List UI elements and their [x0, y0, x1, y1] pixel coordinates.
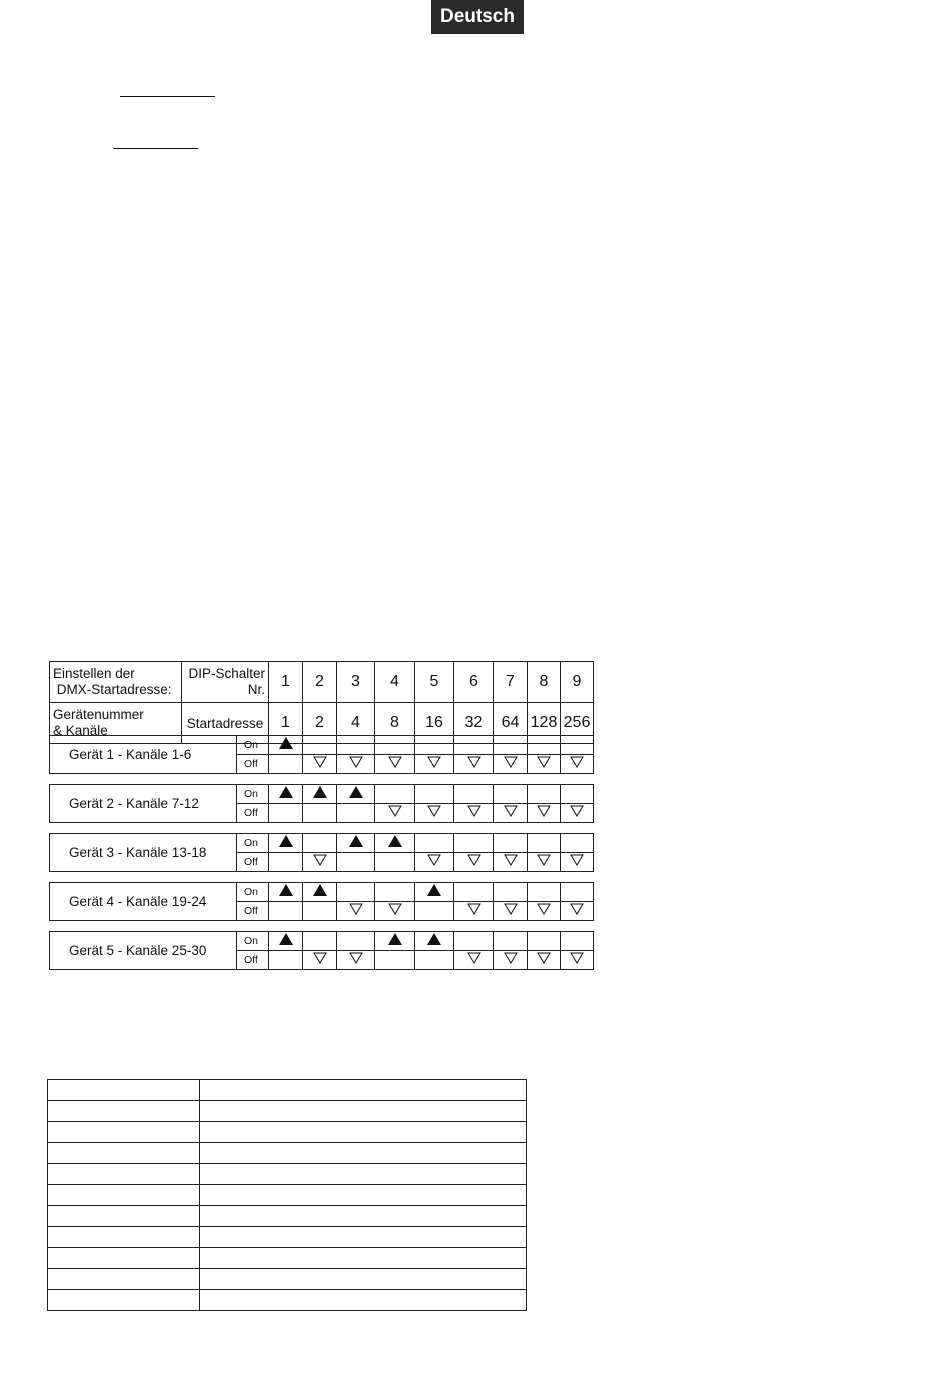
switch-on-cell	[303, 834, 337, 853]
switch-number: 4	[375, 662, 415, 703]
off-arrow-icon	[313, 854, 327, 866]
switch-on-cell	[375, 932, 415, 951]
switch-on-cell	[303, 785, 337, 804]
off-arrow-icon	[537, 756, 551, 768]
switch-off-cell	[494, 902, 528, 921]
table-cell	[48, 1206, 200, 1227]
table-cell	[48, 1269, 200, 1290]
switch-on-cell	[269, 834, 303, 853]
off-arrow-icon	[504, 952, 518, 964]
on-row	[50, 834, 594, 853]
off-label: Off	[237, 853, 269, 872]
table-row	[48, 1227, 527, 1248]
switch-on-cell	[561, 883, 594, 902]
device-block	[49, 882, 594, 921]
table-cell	[200, 1122, 527, 1143]
switch-off-cell	[454, 951, 494, 970]
table-cell	[200, 1101, 527, 1122]
on-arrow-icon	[279, 933, 293, 945]
switch-off-cell	[269, 755, 303, 774]
table-cell	[200, 1164, 527, 1185]
switch-value: 1	[269, 703, 303, 744]
switch-number: 6	[454, 662, 494, 703]
table-row	[48, 1269, 527, 1290]
switch-off-cell	[415, 755, 454, 774]
dip-label-line-2: Nr.	[247, 682, 265, 697]
start-address-label: Startadresse	[182, 703, 269, 744]
on-label: On	[237, 883, 269, 902]
off-arrow-icon	[537, 952, 551, 964]
switch-off-cell	[415, 902, 454, 921]
on-row	[50, 932, 594, 951]
on-label: On	[237, 736, 269, 755]
device-name: Gerät 5 - Kanäle 25-30	[50, 932, 237, 970]
on-arrow-icon	[349, 835, 363, 847]
switch-on-cell	[337, 785, 375, 804]
switch-number: 2	[303, 662, 337, 703]
switch-off-cell	[337, 755, 375, 774]
switch-on-cell	[337, 883, 375, 902]
off-arrow-icon	[467, 952, 481, 964]
table-cell	[48, 1080, 200, 1101]
table-row	[48, 1101, 527, 1122]
switch-on-cell	[415, 883, 454, 902]
off-arrow-icon	[313, 952, 327, 964]
switch-off-cell	[303, 755, 337, 774]
table-row	[48, 1164, 527, 1185]
switch-off-cell	[561, 755, 594, 774]
table-cell	[200, 1185, 527, 1206]
table-cell	[48, 1164, 200, 1185]
dip-switch-label	[182, 662, 269, 703]
dip-label-line-1: DIP-Schalter	[188, 666, 265, 681]
off-arrow-icon	[570, 756, 584, 768]
switch-off-cell	[528, 804, 561, 823]
switch-value: 128	[528, 703, 561, 744]
table-row	[48, 1143, 527, 1164]
switch-number: 1	[269, 662, 303, 703]
switch-value: 8	[375, 703, 415, 744]
table-cell	[200, 1080, 527, 1101]
off-arrow-icon	[537, 903, 551, 915]
switch-on-cell	[561, 785, 594, 804]
switch-on-cell	[269, 736, 303, 755]
switch-on-cell	[528, 785, 561, 804]
on-row	[50, 883, 594, 902]
switch-off-cell	[269, 902, 303, 921]
switch-on-cell	[454, 785, 494, 804]
table-row	[48, 1248, 527, 1269]
off-arrow-icon	[537, 805, 551, 817]
off-arrow-icon	[427, 756, 441, 768]
switch-on-cell	[415, 932, 454, 951]
off-label: Off	[237, 902, 269, 921]
switch-on-cell	[528, 932, 561, 951]
table-cell	[48, 1290, 200, 1311]
table-row	[48, 1080, 527, 1101]
switch-off-cell	[561, 853, 594, 872]
switch-on-cell	[269, 785, 303, 804]
on-arrow-icon	[349, 786, 363, 798]
switch-off-cell	[528, 951, 561, 970]
switch-number: 7	[494, 662, 528, 703]
switch-on-cell	[454, 834, 494, 853]
switch-on-cell	[454, 932, 494, 951]
off-arrow-icon	[313, 756, 327, 768]
switch-on-cell	[375, 883, 415, 902]
table-row	[48, 1122, 527, 1143]
off-label: Off	[237, 951, 269, 970]
switch-on-cell	[415, 785, 454, 804]
switch-off-cell	[269, 804, 303, 823]
switch-off-cell	[375, 804, 415, 823]
off-arrow-icon	[427, 805, 441, 817]
switch-off-cell	[494, 951, 528, 970]
switch-on-cell	[494, 883, 528, 902]
switch-off-cell	[303, 951, 337, 970]
device-block	[49, 833, 594, 872]
table-row	[48, 1206, 527, 1227]
switch-off-cell	[454, 755, 494, 774]
off-label: Off	[237, 804, 269, 823]
switch-off-cell	[375, 853, 415, 872]
switch-on-cell	[269, 932, 303, 951]
on-arrow-icon	[279, 884, 293, 896]
on-arrow-icon	[279, 835, 293, 847]
switch-off-cell	[269, 853, 303, 872]
switch-off-cell	[375, 902, 415, 921]
switch-on-cell	[375, 785, 415, 804]
device-name: Gerät 1 - Kanäle 1-6	[50, 736, 237, 774]
switch-off-cell	[454, 804, 494, 823]
off-arrow-icon	[570, 903, 584, 915]
on-row	[50, 736, 594, 755]
table-cell	[200, 1206, 527, 1227]
switch-on-cell	[494, 785, 528, 804]
switch-off-cell	[375, 755, 415, 774]
switch-on-cell	[528, 883, 561, 902]
switch-number: 3	[337, 662, 375, 703]
switch-on-cell	[494, 736, 528, 755]
off-arrow-icon	[467, 854, 481, 866]
off-arrow-icon	[504, 805, 518, 817]
table-cell	[200, 1290, 527, 1311]
switch-off-cell	[454, 902, 494, 921]
switch-on-cell	[375, 736, 415, 755]
switch-off-cell	[337, 804, 375, 823]
table-row	[48, 1290, 527, 1311]
label-line-1: Einstellen der	[53, 666, 135, 681]
switch-off-cell	[415, 804, 454, 823]
on-arrow-icon	[313, 884, 327, 896]
switch-on-cell	[303, 932, 337, 951]
table-cell	[48, 1101, 200, 1122]
heading-underline-1	[120, 96, 215, 97]
device-block	[49, 784, 594, 823]
switch-off-cell	[561, 951, 594, 970]
off-arrow-icon	[349, 903, 363, 915]
switch-off-cell	[337, 853, 375, 872]
off-arrow-icon	[427, 854, 441, 866]
empty-table	[47, 1079, 527, 1311]
switch-off-cell	[303, 804, 337, 823]
table-cell	[48, 1185, 200, 1206]
switch-number: 5	[415, 662, 454, 703]
off-arrow-icon	[388, 756, 402, 768]
off-arrow-icon	[349, 952, 363, 964]
off-arrow-icon	[388, 903, 402, 915]
switch-off-cell	[528, 902, 561, 921]
switch-on-cell	[561, 834, 594, 853]
device-label-line-2: & Kanäle	[53, 723, 108, 738]
switch-value: 4	[337, 703, 375, 744]
switch-off-cell	[494, 853, 528, 872]
table-cell	[200, 1143, 527, 1164]
off-arrow-icon	[504, 756, 518, 768]
off-arrow-icon	[570, 805, 584, 817]
switch-on-cell	[375, 834, 415, 853]
switch-off-cell	[528, 853, 561, 872]
switch-off-cell	[415, 951, 454, 970]
off-arrow-icon	[504, 854, 518, 866]
switch-value: 32	[454, 703, 494, 744]
switch-on-cell	[454, 736, 494, 755]
on-arrow-icon	[388, 835, 402, 847]
on-arrow-icon	[279, 737, 293, 749]
switch-on-cell	[454, 883, 494, 902]
switch-on-cell	[303, 736, 337, 755]
on-arrow-icon	[427, 884, 441, 896]
off-arrow-icon	[570, 854, 584, 866]
off-arrow-icon	[504, 903, 518, 915]
switch-on-cell	[494, 834, 528, 853]
switch-off-cell	[375, 951, 415, 970]
table-cell	[48, 1248, 200, 1269]
switch-off-cell	[303, 853, 337, 872]
switch-number: 9	[561, 662, 594, 703]
switch-off-cell	[337, 902, 375, 921]
on-label: On	[237, 834, 269, 853]
table-cell	[200, 1269, 527, 1290]
table-cell	[200, 1227, 527, 1248]
switch-value: 16	[415, 703, 454, 744]
switch-on-cell	[528, 736, 561, 755]
switch-off-cell	[494, 804, 528, 823]
on-arrow-icon	[388, 933, 402, 945]
dmx-start-label	[50, 662, 182, 703]
switch-off-cell	[303, 902, 337, 921]
on-arrow-icon	[279, 786, 293, 798]
switch-off-cell	[337, 951, 375, 970]
dip-switch-header-table	[49, 661, 594, 744]
switch-on-cell	[337, 834, 375, 853]
off-label: Off	[237, 755, 269, 774]
off-arrow-icon	[349, 756, 363, 768]
switch-number: 8	[528, 662, 561, 703]
off-arrow-icon	[537, 854, 551, 866]
on-label: On	[237, 785, 269, 804]
label-line-2: DMX-Startadresse:	[56, 682, 172, 697]
language-badge: Deutsch	[431, 0, 524, 34]
table-row	[48, 1185, 527, 1206]
switch-on-cell	[561, 736, 594, 755]
switch-off-cell	[528, 755, 561, 774]
switch-on-cell	[303, 883, 337, 902]
switch-on-cell	[269, 883, 303, 902]
switch-off-cell	[561, 902, 594, 921]
switch-value: 64	[494, 703, 528, 744]
table-cell	[48, 1143, 200, 1164]
off-arrow-icon	[570, 952, 584, 964]
device-block	[49, 931, 594, 970]
table-cell	[48, 1122, 200, 1143]
switch-on-cell	[494, 932, 528, 951]
on-arrow-icon	[313, 786, 327, 798]
on-arrow-icon	[427, 933, 441, 945]
device-name: Gerät 4 - Kanäle 19-24	[50, 883, 237, 921]
switch-on-cell	[337, 736, 375, 755]
switch-value: 256	[561, 703, 594, 744]
switch-on-cell	[415, 834, 454, 853]
switch-off-cell	[454, 853, 494, 872]
switch-on-cell	[337, 932, 375, 951]
on-row	[50, 785, 594, 804]
switch-value: 2	[303, 703, 337, 744]
on-label: On	[237, 932, 269, 951]
switch-off-cell	[561, 804, 594, 823]
switch-off-cell	[269, 951, 303, 970]
off-arrow-icon	[467, 756, 481, 768]
switch-on-cell	[415, 736, 454, 755]
off-arrow-icon	[467, 805, 481, 817]
switch-on-cell	[561, 932, 594, 951]
heading-underline-2	[113, 148, 198, 149]
switch-off-cell	[494, 755, 528, 774]
off-arrow-icon	[388, 805, 402, 817]
switch-off-cell	[415, 853, 454, 872]
device-block	[49, 735, 594, 774]
device-name: Gerät 3 - Kanäle 13-18	[50, 834, 237, 872]
table-cell	[48, 1227, 200, 1248]
table-cell	[200, 1248, 527, 1269]
off-arrow-icon	[467, 903, 481, 915]
device-label-line-1: Gerätenummer	[53, 707, 144, 722]
device-name: Gerät 2 - Kanäle 7-12	[50, 785, 237, 823]
switch-number-row	[50, 662, 594, 703]
switch-on-cell	[528, 834, 561, 853]
